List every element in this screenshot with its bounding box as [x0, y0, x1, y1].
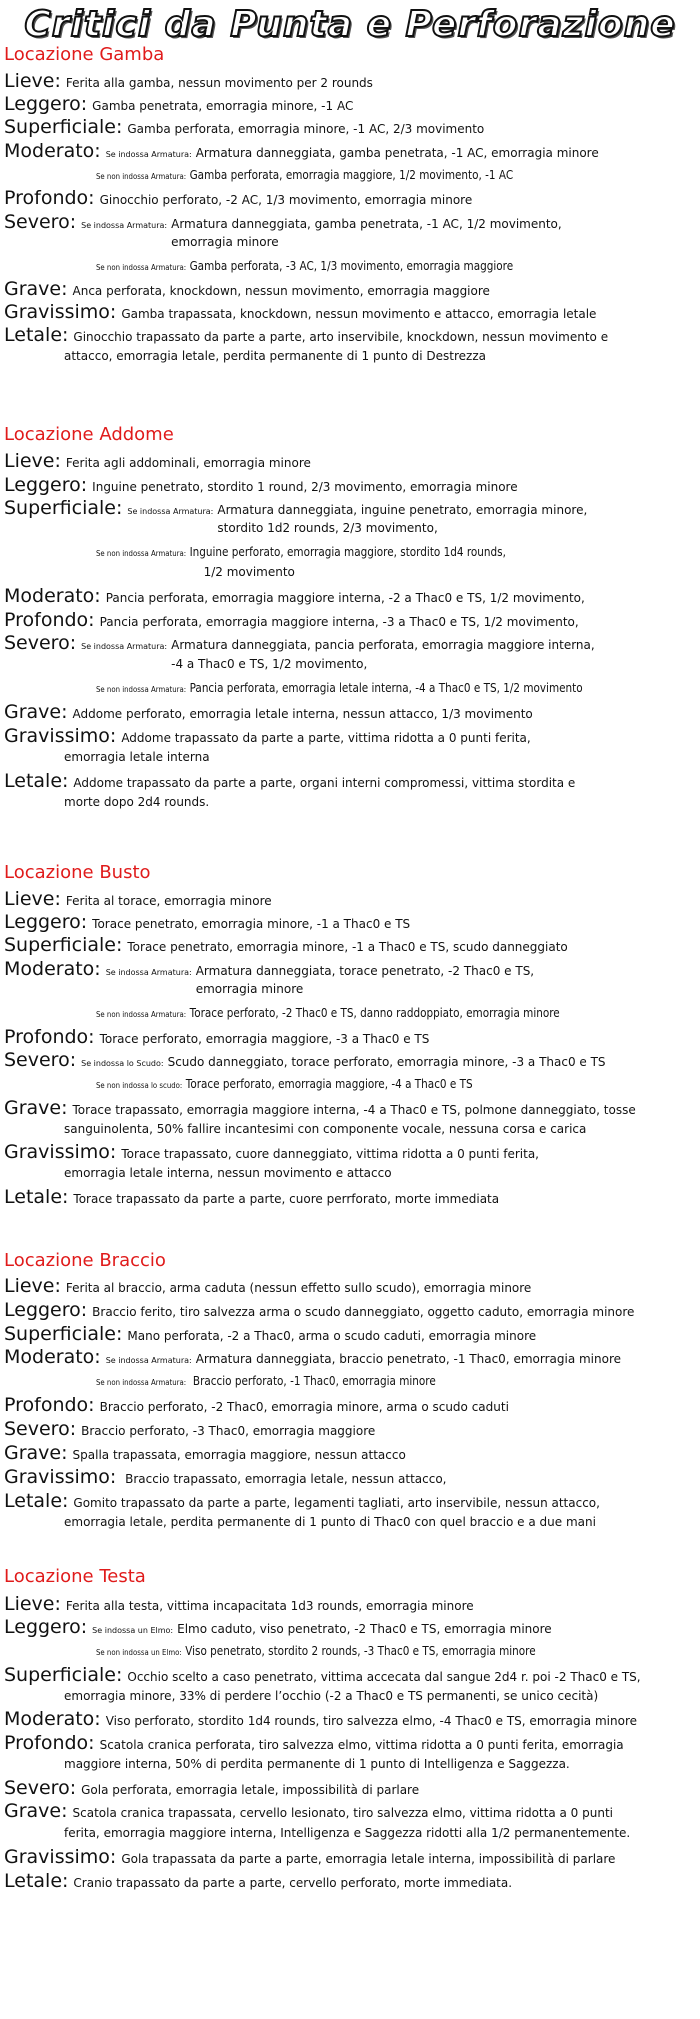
effect-text: Gamba trapassata, knockdown, nessun movimento e attacco, emorragia letale [121, 307, 597, 321]
critical-entry [4, 1323, 694, 1345]
effect-text: Ferita al torace, emorragia minore [65, 894, 272, 908]
effect-text: Braccio trapassato, emorragia letale, nessun attacco, [121, 1472, 447, 1486]
severity-label: Letale: [4, 770, 69, 792]
critical-entry [4, 1466, 694, 1488]
critical-entry [96, 541, 696, 560]
critical-entry [4, 911, 694, 933]
severity-label: Moderato: [4, 140, 101, 162]
critical-entry [4, 474, 694, 496]
effect-text: Gamba perforata, emorragia minore, -1 AC, 2/3 movimento [127, 122, 485, 136]
severity-label: Gravissimo: [4, 301, 117, 323]
effect-text: Gamba perforata, emorragia maggiore, 1/2 movimento, -1 AC [189, 168, 514, 182]
armor-condition: Se non indossa lo scudo: [96, 1081, 183, 1090]
severity-label: Superficiale: [4, 934, 123, 956]
effect-text: Pancia perforata, emorragia letale interna, -4 a Thac0 e TS, 1/2 movimento [189, 681, 583, 695]
section-heading: Locazione Gamba [4, 44, 165, 65]
severity-label: Leggero: [4, 93, 88, 115]
critical-entry [96, 1002, 696, 1021]
armor-condition: Se indossa Armatura: [105, 968, 192, 977]
critical-entry [4, 770, 694, 792]
effect-text-continued: emorragia letale interna, nessun movimento e attacco [64, 1166, 392, 1180]
effect-text: Gamba penetrata, emorragia minore, -1 AC [92, 99, 354, 113]
critical-entry [4, 1664, 694, 1686]
severity-label: Moderato: [4, 1346, 101, 1368]
effect-text: Viso perforato, stordito 1d4 rounds, tiro salvezza elmo, -4 Thac0 e TS, emorragia minore [105, 1714, 637, 1728]
severity-label: Profondo: [4, 1394, 95, 1416]
armor-condition: Se non indossa Armatura: [96, 1010, 187, 1019]
effect-text: Pancia perforata, emorragia maggiore interna, -2 a Thac0 e TS, 1/2 movimento, [105, 591, 585, 605]
severity-label: Letale: [4, 1186, 69, 1208]
critical-entry [96, 1370, 696, 1389]
effect-text: Mano perforata, -2 a Thac0, arma o scudo caduti, emorragia minore [127, 1329, 537, 1343]
severity-label: Severo: [4, 632, 77, 654]
critical-entry [4, 1186, 694, 1208]
effect-text: Cranio trapassato da parte a parte, cervello perforato, morte immediata. [73, 1876, 513, 1890]
critical-entry [4, 93, 694, 115]
effect-text: Scatola cranica trapassata, cervello lesionato, tiro salvezza elmo, vittima ridotta a 0 punti [72, 1806, 613, 1820]
effect-text: Armatura danneggiata, torace penetrato, -2 Thac0 e TS, [195, 964, 535, 978]
severity-label: Lieve: [4, 1593, 61, 1615]
severity-label: Letale: [4, 1490, 69, 1512]
severity-label: Grave: [4, 701, 68, 723]
effect-text-continued: ferita, emorragia maggiore interna, Intelligenza e Saggezza ridotti alla 1/2 permanentemente. [64, 1826, 631, 1840]
severity-label: Leggero: [4, 1616, 88, 1638]
effect-text-continued: -4 a Thac0 e TS, 1/2 movimento, [171, 657, 368, 671]
critical-entry [4, 1442, 694, 1464]
critical-entry [4, 1026, 694, 1048]
critical-entry [4, 609, 694, 631]
critical-entry [96, 677, 696, 696]
effect-text: Spalla trapassata, emorragia maggiore, nessun attacco [72, 1448, 406, 1462]
section-heading: Locazione Addome [4, 424, 174, 445]
effect-text: Inguine perforato, emorragia maggiore, stordito 1d4 rounds, [189, 545, 506, 559]
critical-entry [4, 1346, 694, 1368]
effect-text-continued: attacco, emorragia letale, perdita permanente di 1 punto di Destrezza [64, 349, 487, 363]
severity-label: Grave: [4, 278, 68, 300]
severity-label: Letale: [4, 324, 69, 346]
effect-text: Torace trapassato, emorragia maggiore interna, -4 a Thac0 e TS, polmone danneggiato, tosse [72, 1103, 636, 1117]
severity-label: Lieve: [4, 450, 61, 472]
effect-text: Torace trapassato da parte a parte, cuore perrforato, morte immediata [73, 1192, 500, 1206]
critical-entry [4, 1097, 694, 1119]
critical-entry [4, 1616, 694, 1638]
critical-entry [96, 1640, 696, 1659]
effect-text: Occhio scelto a caso penetrato, vittima accecata dal sangue 2d4 r. poi -2 Thac0 e TS, [127, 1670, 641, 1684]
severity-label: Severo: [4, 1418, 77, 1440]
effect-text: Addome trapassato da parte a parte, vittima ridotta a 0 punti ferita, [121, 731, 531, 745]
critical-entry [4, 1870, 694, 1892]
severity-label: Moderato: [4, 585, 101, 607]
critical-entry [4, 888, 694, 910]
severity-label: Grave: [4, 1800, 68, 1822]
critical-entry [4, 140, 694, 162]
armor-condition: Se indossa Armatura: [105, 150, 192, 159]
effect-text-continued: emorragia minore, 33% di perdere l’occhio (-2 a Thac0 e TS permanenti, se unico cecità) [64, 1689, 599, 1703]
section-heading: Locazione Testa [4, 1566, 146, 1587]
critical-entry [4, 1275, 694, 1297]
critical-entry [4, 1299, 694, 1321]
severity-label: Profondo: [4, 187, 95, 209]
severity-label: Severo: [4, 1777, 77, 1799]
effect-text: Elmo caduto, viso penetrato, -2 Thac0 e TS, emorragia minore [177, 1622, 552, 1636]
effect-text-continued: sanguinolenta, 50% fallire incantesimi con componente vocale, nessuna corsa e carica [64, 1122, 587, 1136]
effect-text: Braccio perforato, -3 Thac0, emorragia maggiore [81, 1424, 376, 1438]
critical-entry [4, 324, 694, 346]
section-heading: Locazione Busto [4, 862, 151, 883]
severity-label: Superficiale: [4, 116, 123, 138]
effect-text-continued: stordito 1d2 rounds, 2/3 movimento, [217, 521, 438, 535]
critical-entry [4, 1708, 694, 1730]
effect-text: Viso penetrato, stordito 2 rounds, -3 Thac0 e TS, emorragia minore [185, 1644, 536, 1658]
effect-text: Ginocchio trapassato da parte a parte, arto inservibile, knockdown, nessun movimento e [73, 330, 609, 344]
severity-label: Leggero: [4, 474, 88, 496]
severity-label: Severo: [4, 1049, 77, 1071]
severity-label: Superficiale: [4, 1323, 123, 1345]
critical-entry [96, 1073, 696, 1092]
armor-condition: Se non indossa un Elmo: [96, 1648, 182, 1657]
effect-text: Torace penetrato, emorragia minore, -1 a Thac0 e TS [92, 917, 411, 931]
effect-text: Torace trapassato, cuore danneggiato, vittima ridotta a 0 punti ferita, [121, 1147, 539, 1161]
severity-label: Lieve: [4, 888, 61, 910]
severity-label: Leggero: [4, 1299, 88, 1321]
armor-condition: Se indossa un Elmo: [92, 1626, 174, 1635]
armor-condition: Se non indossa Armatura: [96, 263, 187, 272]
effect-text: Ginocchio perforato, -2 AC, 1/3 movimento, emorragia minore [99, 193, 473, 207]
severity-label: Lieve: [4, 70, 61, 92]
effect-text: Ferita agli addominali, emorragia minore [65, 456, 311, 470]
effect-text: Scudo danneggiato, torace perforato, emorragia minore, -3 a Thac0 e TS [167, 1055, 606, 1069]
armor-condition: Se indossa Armatura: [105, 1356, 192, 1365]
critical-entry [4, 958, 694, 980]
armor-condition: Se non indossa Armatura: [96, 549, 187, 558]
critical-entry [4, 1800, 694, 1822]
armor-condition: Se indossa Armatura: [81, 221, 168, 230]
severity-label: Superficiale: [4, 1664, 123, 1686]
critical-entry [4, 1418, 694, 1440]
critical-entry [4, 1394, 694, 1416]
effect-text: Torace perforato, emorragia maggiore, -4 a Thac0 e TS [185, 1077, 473, 1091]
severity-label: Gravissimo: [4, 725, 117, 747]
effect-text-continued: emorragia letale interna [64, 750, 210, 764]
armor-condition: Se indossa lo Scudo: [81, 1059, 164, 1068]
severity-label: Leggero: [4, 911, 88, 933]
effect-text: Armatura danneggiata, braccio penetrato, -1 Thac0, emorragia minore [195, 1352, 622, 1366]
effect-text: Ferita alla gamba, nessun movimento per 2 rounds [65, 76, 373, 90]
effect-text: Torace perforato, -2 Thac0 e TS, danno raddoppiato, emorragia minore [189, 1006, 560, 1020]
critical-entry [4, 934, 694, 956]
effect-text: Gomito trapassato da parte a parte, legamenti tagliati, arto inservibile, nessun attacco, [73, 1496, 600, 1510]
effect-text: Addome perforato, emorragia letale interna, nessun attacco, 1/3 movimento [72, 707, 533, 721]
severity-label: Superficiale: [4, 497, 123, 519]
severity-label: Profondo: [4, 1026, 95, 1048]
effect-text-continued: emorragia minore [195, 982, 304, 996]
effect-text: Torace perforato, emorragia maggiore, -3 a Thac0 e TS [99, 1032, 430, 1046]
page-title: Critici da Punta e Perforazione [24, 4, 676, 45]
effect-text-continued: emorragia letale, perdita permanente di 1 punto di Thac0 con quel braccio e a due mani [64, 1515, 596, 1529]
critical-entry [4, 701, 694, 723]
effect-text: Armatura danneggiata, gamba penetrata, -1 AC, 1/2 movimento, [171, 217, 562, 231]
armor-condition: Se non indossa Armatura: [96, 1378, 187, 1387]
severity-label: Profondo: [4, 1732, 95, 1754]
effect-text: Scatola cranica perforata, tiro salvezza elmo, vittima ridotta a 0 punti ferita, emorragia [99, 1738, 624, 1752]
critical-entry [4, 1049, 694, 1071]
effect-text: Inguine penetrato, stordito 1 round, 2/3 movimento, emorragia minore [92, 480, 518, 494]
severity-label: Gravissimo: [4, 1141, 117, 1163]
effect-text-continued: morte dopo 2d4 rounds. [64, 795, 210, 809]
armor-condition: Se indossa Armatura: [127, 507, 214, 516]
severity-label: Gravissimo: [4, 1466, 117, 1488]
critical-entry [4, 211, 694, 233]
effect-text: Ferita alla testa, vittima incapacitata 1d3 rounds, emorragia minore [65, 1599, 474, 1613]
effect-text-continued: emorragia minore [171, 235, 279, 249]
critical-entry [4, 187, 694, 209]
armor-condition: Se non indossa Armatura: [96, 172, 187, 181]
effect-text: Anca perforata, knockdown, nessun movimento, emorragia maggiore [72, 284, 490, 298]
effect-text: Addome trapassato da parte a parte, organi interni compromessi, vittima stordita e [73, 776, 576, 790]
severity-label: Gravissimo: [4, 1846, 117, 1868]
critical-entry [4, 278, 694, 300]
critical-entry [4, 632, 694, 654]
effect-text-continued: maggiore interna, 50% di perdita permanente di 1 punto di Intelligenza e Saggezza. [64, 1757, 570, 1771]
critical-entry [4, 585, 694, 607]
critical-entry [96, 255, 696, 274]
armor-condition: Se non indossa Armatura: [96, 685, 187, 694]
critical-entry [4, 725, 694, 747]
effect-text: Braccio perforato, -2 Thac0, emorragia minore, arma o scudo caduti [99, 1400, 509, 1414]
effect-text: Armatura danneggiata, pancia perforata, emorragia maggiore interna, [171, 638, 595, 652]
effect-text: Braccio perforato, -1 Thac0, emorragia minore [189, 1374, 436, 1388]
effect-text: Ferita al braccio, arma caduta (nessun effetto sullo scudo), emorragia minore [65, 1281, 532, 1295]
critical-entry [4, 450, 694, 472]
effect-text: Armatura danneggiata, inguine penetrato, emorragia minore, [217, 503, 588, 517]
section-heading: Locazione Braccio [4, 1250, 166, 1271]
effect-text: Braccio ferito, tiro salvezza arma o scudo danneggiato, oggetto caduto, emorragia minore [92, 1305, 635, 1319]
critical-entry [4, 1732, 694, 1754]
severity-label: Grave: [4, 1097, 68, 1119]
severity-label: Moderato: [4, 958, 101, 980]
effect-text: Armatura danneggiata, gamba penetrata, -1 AC, emorragia minore [195, 146, 599, 160]
effect-text: Pancia perforata, emorragia maggiore interna, -3 a Thac0 e TS, 1/2 movimento, [99, 615, 579, 629]
effect-text-continued: 1/2 movimento [203, 565, 295, 579]
critical-entry [4, 1593, 694, 1615]
effect-text: Torace penetrato, emorragia minore, -1 a Thac0 e TS, scudo danneggiato [127, 940, 568, 954]
severity-label: Severo: [4, 211, 77, 233]
critical-entry [4, 497, 694, 519]
critical-entry [4, 1777, 694, 1799]
effect-text: Gola perforata, emorragia letale, impossibilità di parlare [81, 1783, 420, 1797]
critical-entry [4, 116, 694, 138]
severity-label: Moderato: [4, 1708, 101, 1730]
critical-entry [4, 301, 694, 323]
critical-entry [96, 164, 696, 183]
effect-text: Gamba perforata, -3 AC, 1/3 movimento, emorragia maggiore [189, 259, 514, 273]
severity-label: Letale: [4, 1870, 69, 1892]
severity-label: Lieve: [4, 1275, 61, 1297]
armor-condition: Se indossa Armatura: [81, 642, 168, 651]
critical-entry [4, 70, 694, 92]
severity-label: Profondo: [4, 609, 95, 631]
critical-entry [4, 1141, 694, 1163]
critical-entry [4, 1846, 694, 1868]
severity-label: Grave: [4, 1442, 68, 1464]
effect-text: Gola trapassata da parte a parte, emorragia letale interna, impossibilità di parlare [121, 1852, 616, 1866]
critical-entry [4, 1490, 694, 1512]
